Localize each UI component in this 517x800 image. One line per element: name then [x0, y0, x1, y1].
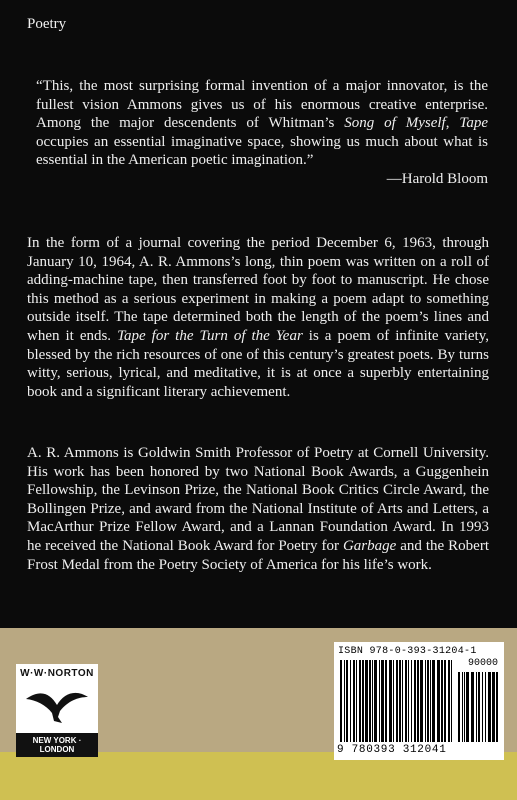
barcode-bar: [399, 660, 401, 742]
barcode-bar: [414, 660, 416, 742]
blurb-quote: [36, 77, 488, 189]
barcode-bar: [385, 660, 387, 742]
quote-text-comma: ,: [445, 115, 460, 132]
quote-text: “This, the most surprising formal invention of a major innovator, is the fullest vision Ammons gives us of his enormous creative enterprise. Among the major descendents of Whitman’s: [36, 78, 488, 132]
barcode-bar: [356, 660, 357, 742]
barcode-bar: [444, 660, 446, 742]
price-code: 90000: [467, 658, 498, 669]
barcode-bar: [405, 660, 407, 742]
quote-text-end: occupies an essential imaginative space, showing us much about what is essential in the American poetic imagination.”: [36, 133, 488, 169]
barcode-bar: [437, 660, 440, 742]
barcode-bar: [365, 660, 368, 742]
barcode-bar: [462, 672, 463, 742]
barcode-bar: [372, 660, 373, 742]
book-title: Tape for the Turn of the Year: [117, 327, 303, 344]
bio-book-title: Garbage: [342, 537, 397, 554]
barcode-bar: [411, 660, 412, 742]
barcode-bar: [340, 660, 342, 742]
description-text: In the form of a journal covering the period December 6, 1963, through January 10, 1964, A. R. Ammons’s long, thin poem was written on a roll of adding-machine tape, then transferred foot by foot to manuscript. He chose this method as a serious experiment in making a poem adapt to something outside itself. The tape determined both the length of the poem’s lines and when it ends.: [27, 235, 489, 344]
barcode-bar: [492, 672, 495, 742]
barcode-bar: [482, 672, 483, 742]
barcode-bar: [402, 660, 403, 742]
barcode-bar: [359, 660, 361, 742]
barcode-bar: [441, 660, 443, 742]
quote-title: Song of Myself: [344, 115, 446, 132]
barcode-bar: [353, 660, 355, 742]
barcode-bar: [393, 660, 394, 742]
barcode-bar: [374, 660, 377, 742]
barcode-bar: [350, 660, 351, 742]
barcode-bar: [485, 672, 486, 742]
barcode-bar: [496, 672, 498, 742]
author-bio-paragraph: [27, 444, 489, 574]
publisher-name: W·W·NORTON: [20, 668, 94, 679]
description-paragraph: [27, 234, 489, 401]
barcode-digits: 9 780393 312041: [337, 744, 447, 756]
barcode-bar: [471, 672, 474, 742]
barcode-bar: [464, 672, 465, 742]
isbn-barcode: [334, 642, 504, 760]
description-text-end: is a poem of infinite variety, blessed by the rich resources of one of this century’s greatest poets. By turns witty, serious, lyrical, and meditative, it is at once a superbly entertaining book and a significant literary achievement.: [27, 327, 489, 400]
barcode-bar: [369, 660, 371, 742]
barcode-bar: [451, 660, 452, 742]
barcode-bar: [427, 660, 429, 742]
barcode-bar: [458, 672, 460, 742]
barcode-bar: [488, 672, 491, 742]
category-label: Poetry: [27, 16, 67, 32]
barcode-bar: [379, 660, 380, 742]
barcode-bar: [476, 672, 477, 742]
barcode-bar: [417, 660, 419, 742]
isbn-label: ISBN 978-0-393-31204-1: [338, 646, 477, 657]
barcode-bar: [344, 660, 345, 742]
publisher-logo: [16, 664, 98, 757]
bio-text-end: and the Robert Frost Medal from the Poetry Society of America for his life’s work.: [27, 537, 489, 573]
barcode-bar: [466, 672, 469, 742]
barcode-bars: [334, 642, 504, 760]
barcode-bar: [381, 660, 384, 742]
barcode-bar: [430, 660, 431, 742]
barcode-bar: [362, 660, 364, 742]
barcode-bar: [425, 660, 426, 742]
barcode-bar: [432, 660, 435, 742]
barcode-bar: [389, 660, 392, 742]
barcode-bar: [448, 660, 450, 742]
bio-text: A. R. Ammons is Goldwin Smith Professor of Poetry at Cornell University. His work has been honored by two National Book Awards, a Guggenhein Fellowship, the Levinson Prize, the National Book Critics Circle Award, the Bollingen Prize, and award from the National Institute of Arts and Letters, a MacArthur Prize Fellow Award, and a Lannan Foundation Award. In 1993 he received the National Book Award for Poetry for: [27, 445, 489, 554]
quote-title-2: Tape: [459, 115, 488, 132]
quote-attribution: —Harold Bloom: [386, 170, 488, 187]
barcode-bar: [346, 660, 348, 742]
barcode-bar: [478, 672, 480, 742]
seagull-icon: [16, 681, 98, 733]
barcode-bar: [396, 660, 398, 742]
barcode-bar: [408, 660, 409, 742]
publisher-location: NEW YORK · LONDON: [16, 733, 98, 757]
barcode-bar: [420, 660, 423, 742]
